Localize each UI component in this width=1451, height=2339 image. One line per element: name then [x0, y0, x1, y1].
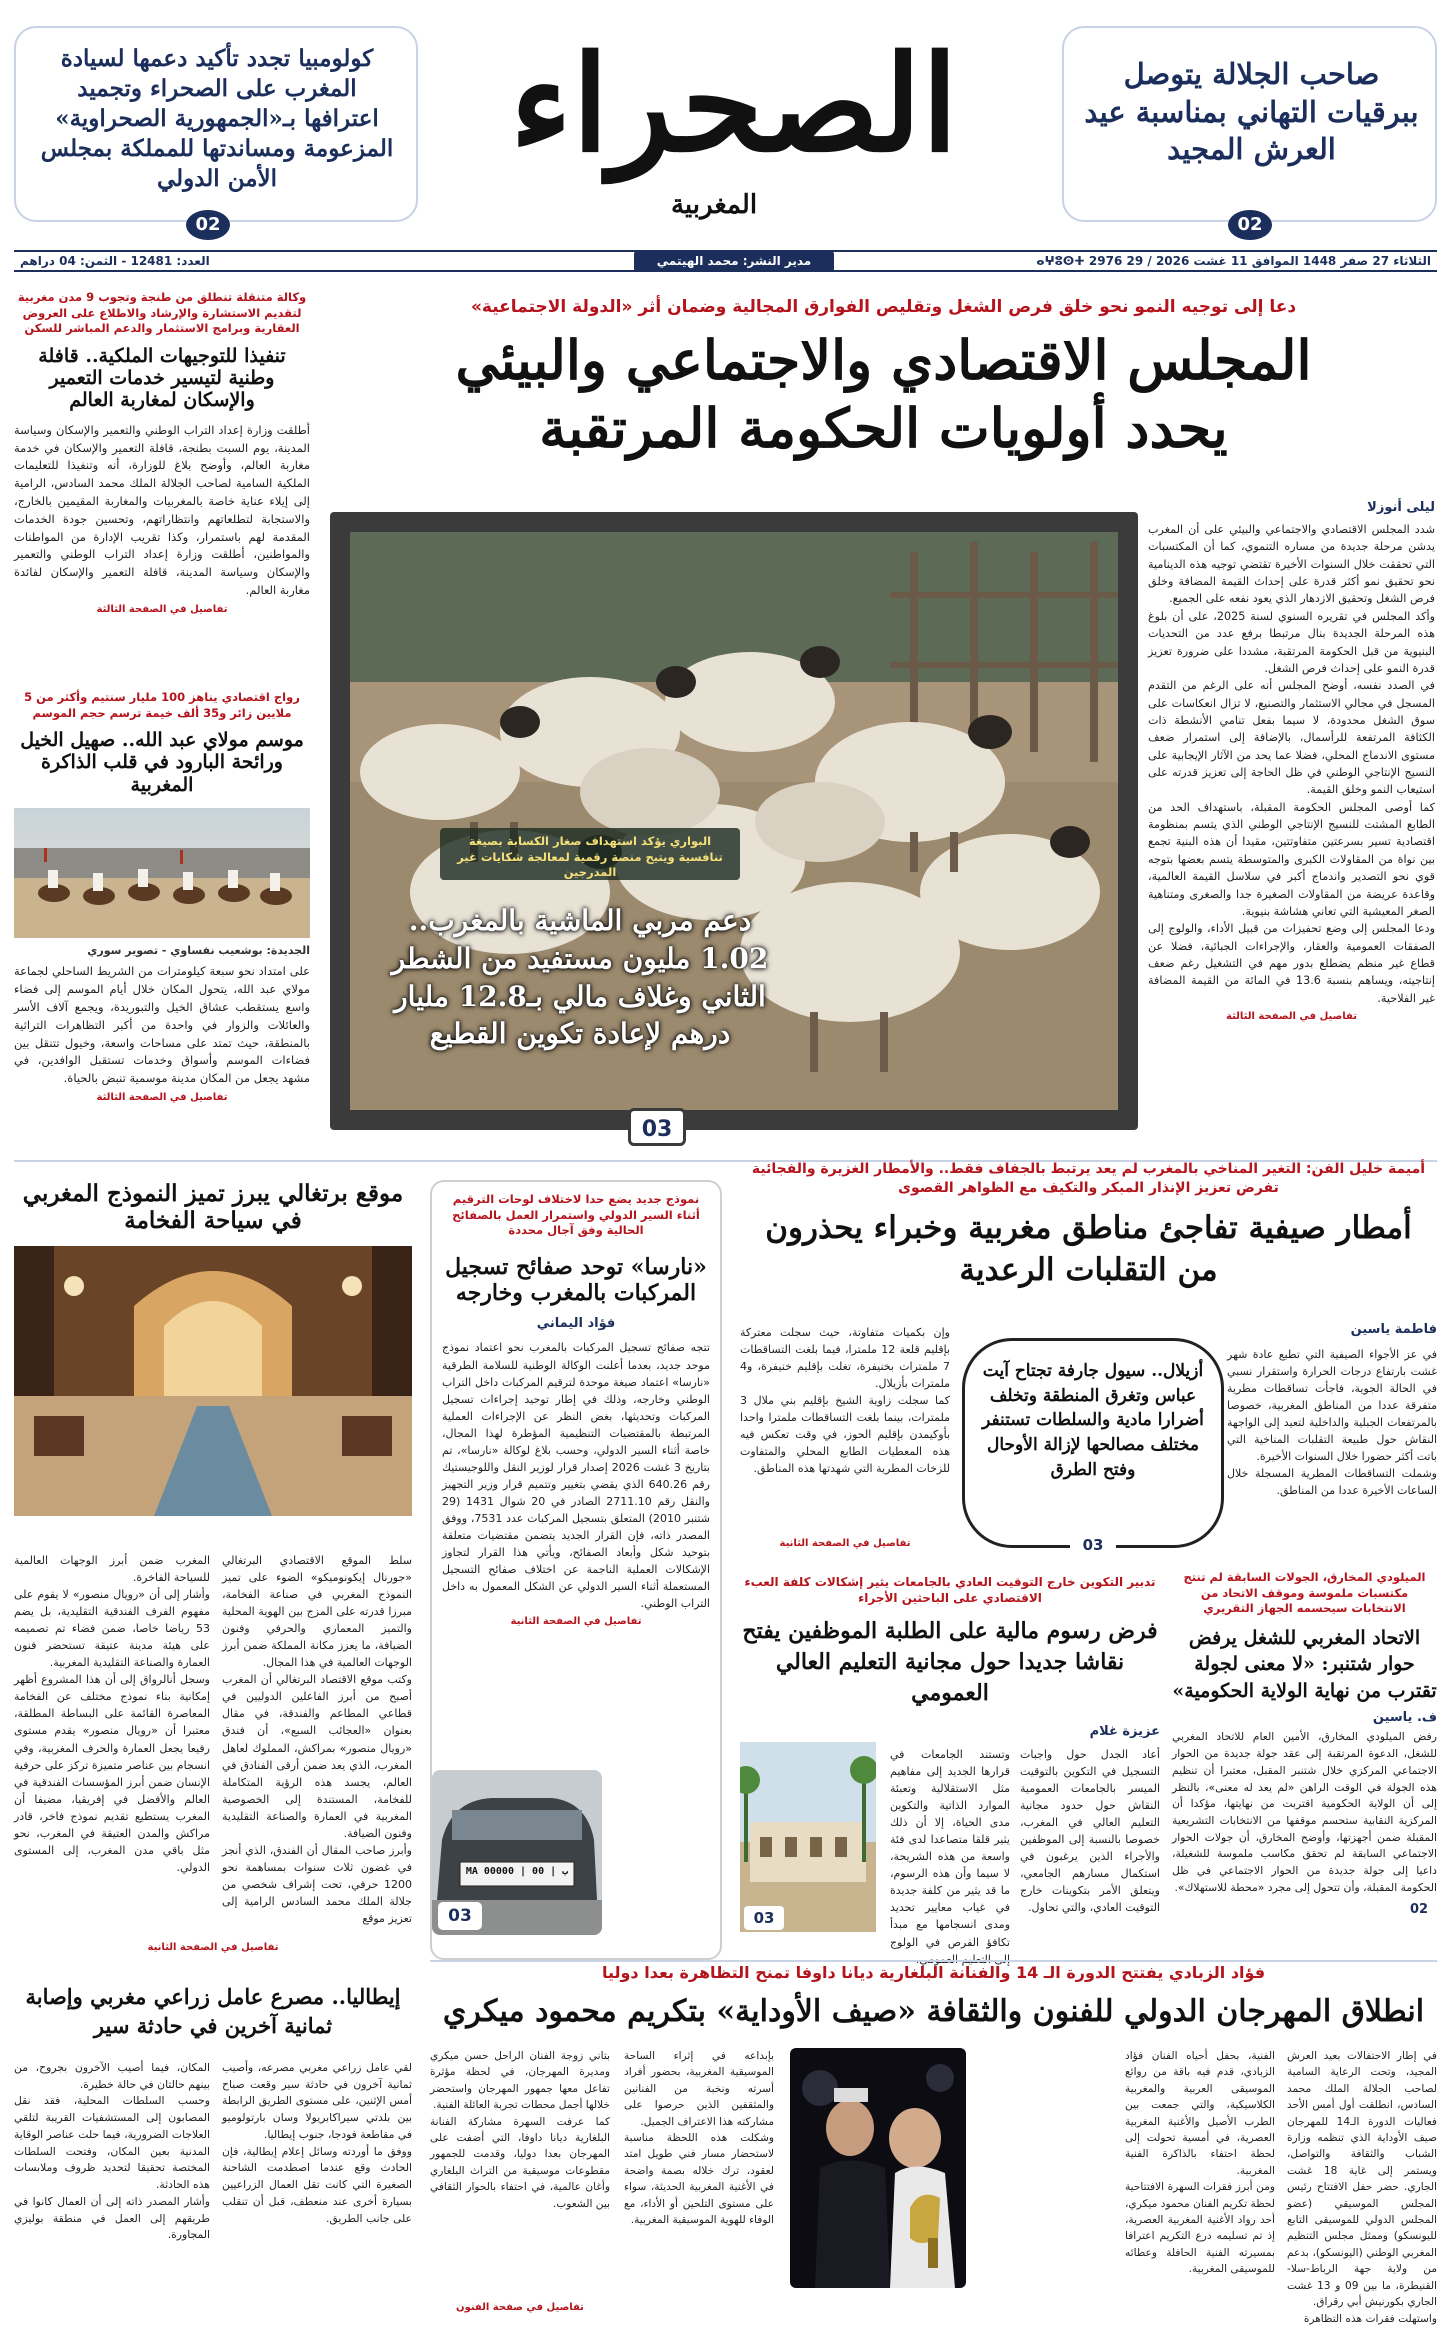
moussem-more-link[interactable]: تفاصيل في الصفحة الثالثة: [96, 1091, 228, 1103]
royal-caravan-article[interactable]: [14, 290, 310, 690]
narsa-headline: «نارسا» توحد صفائح تسجيل المركبات بالمغرب وخارجه: [445, 1253, 707, 1306]
royal-caravan-kicker: وكالة متنقلة تنطلق من طنجة وتجوب 9 مدن مغربية لتقديم الاستشارة والإرشاد والاطلاع على العروض العقارية وبرامج الاستثمار والدعم المباشر للسكن: [17, 290, 307, 336]
newspaper-logo[interactable]: [444, 26, 1024, 222]
rain-headline: أمطار صيفية تفاجئ مناطق مغربية وخبراء يحذرون من التقلبات الرعدية: [765, 1209, 1412, 1288]
royal-mansour-photo: [14, 1246, 412, 1516]
sheep-headline: دعم مربي الماشية بالمغرب.. 1.02 مليون مستفيد من الشطر الثاني وغلاف مالي بـ12.8 مليار درهم لإعادة تكوين القطيع: [391, 904, 769, 1051]
lead-body: شدد المجلس الاقتصادي والاجتماعي والبيئي على أن المغرب يدشن مرحلة جديدة من مساره التنموي، كما أن المكتسبات التي تحققت خلال السنوات الأخيرة تقتضي توجيه هذه الدينامية نحو تحقيق نمو أكثر قدرة على إحداث القيمة المضافة وخلق فرص الشغل وتحقيق الازدهار الذي يعود نفعه على الجميع. وأكد المجلس في تقريره السنوي لسنة 2025، على أن بلوغ هذه المرحلة الجديدة بنال مرتبطا برفع عدد من التحديات البنيوية من قبل الحكومة المرتقبة، مشددا على ضرورة تعزيز قدرة النمو على إحداث فرص الشغل. في الصدد نفسه، أوضح المجلس أنه على الرغم من التقدم المسجل في مجالي الاستثمار والتصنيع، لا تزال انعكاسات على سوق الشغل محدودة، لا سيما بفعل تنامي الأنشطة ذات الكثافة المرتفعة للرأسمال، بالإضافة إلى استمرار ضعف مستوى الاندماج المحلي، فضلا عما يحد من الآثار الإيجابية على النسيج الإنتاجي الوطني في ظل الحاجة إلى تعزيز قدرته على استيعاب النمو وخلق القيمة. كما أوصى المجلس الحكومة المقبلة، باستهداف الحد من الطابع المشتت للنسيج الإنتاجي الوطني الذي يتسم بمنظومة اقتصادية تسير بسرعتين متفاوتتين، مقيدا أن هذه البنية تجمع بين نواة من المقاولات الكبرى والمتوسطة يتسم بعضها بتوجه قوي نحو التصدير واندماج أكبر في سلاسل القيمة العالمية، وقاعدة عريضة من المقاولات الصغيرة جدا والصغرى ومتناهية الصغر المعيشية التي تعاني هشاشة بنيوية. ودعا المجلس إلى وضع تحفيزات من قبيل الأداء، والولوج إلى الصفقات العمومية والعقار، والإجراءات الجبائية، فضلا عن قطاع غير منظم يضطلع بدور مهم في التشغيل رغم ضعف إنتاجيته، ويساهم بنسبة 13.6 في المائة من القيمة المضافة غير الفلاحية.: [1148, 523, 1436, 1005]
azilal-headline: أزيلال.. سيول جارفة تجتاح آيت عباس وتغرق المنطقة وتخلف أضرارا مادية والسلطات تستنفر مختلف مصالحها لإزالة الأوحال وفتح الطرق: [982, 1361, 1204, 1480]
royal-caravan-body: أطلقت وزارة إعداد التراب الوطني والتعمير والإسكان وسياسة المدينة، يوم السبت بطنجة، قافلة التعمير والإسكان في خدمة مغاربة العالم، وأوضح بلاغ للوزارة، أنه وتنفيذا للتعليمات الملكية السامية لصاحب الجلالة الملك محمد السادس، الرامية إلى إيلاء عناية خاصة بالمغربيات والمغاربة المقيمين بالخارج، والاستجابة لتطلعاتهم وانتظاراتهم، وتحسين جودة الخدمات المقدمة لهم باستمرار، وكذا تقريب الإدارة من المواطنات والمواطنين، أطلقت وزارة إعداد التراب الوطني والتعمير والإسكان وسياسة المدينة، قافلة التعمير والإسكان لفائدة مغاربة العالم.: [14, 422, 310, 598]
lead-more-link[interactable]: تفاصيل في الصفحة الثالثة: [1226, 1011, 1357, 1023]
fees-byline: عزيزة غلام: [1089, 1724, 1160, 1739]
unionist-headline: الاتحاد المغربي للشغل يرفض حوار شتنبر: «لا معنى لجولة تقترب من نهاية الولاية الحكومية»: [1172, 1626, 1437, 1702]
moussem-byline: الجديدة: بوشعيب نفساوي - تصوير سوري: [87, 944, 310, 958]
rain-body-left: وإن بكميات متفاوتة، حيث سجلت معتركة بإقليم قلعة 12 ملمترا، فيما بلغت التساقطات 7 ملمترات بخنيفرة، تغلت بإقليم خنيفرة، و4 ملمترات بأزيلال. كما سجلت زاوية الشيخ بإقليم بني ملال 3 ملمترات، بينما بلغت التساقطات ملمترا واحدا بأوكيمدن بإقليم الحوز، في وقت تعكس فيه هذه المعطيات الطابع المحلي والمتفاوت للزخات المطرية التي شهدتها هذه المناطق.: [740, 1326, 950, 1476]
festival-col1: في إطار الاحتفالات بعيد العرش المجيد، وتحت الرعاية السامية لصاحب الجلالة الملك محمد السادس، انطلقت أول أمس الأحد فعاليات الدورة الـ14 للمهرجان صيف الأوداية الذي تنظمه وزارة الشباب والثقافة والتواصل، ويستمر إلى غاية 18 غشت الجاري. حضر حفل الافتتاح رئيس المجلس الموسيقي (عضو المجلس الدولي للموسيقى التابع لليونسكو) وممثل مجلس التنظيم المغربي الوطني (اليونسكو)، بدعم من ولاية جهة الرباط-سلا-القنيطرة، ما بين 09 و 13 غشت الجاري بكورنيش أبي رقراق. واستهلت فقرات هذه التظاهرة: [1287, 2050, 1437, 2325]
moussem-photo: [14, 808, 310, 938]
portugal-more-link[interactable]: تفاصيل في الصفحة الثانية: [147, 1942, 279, 1953]
rain-more-link[interactable]: تفاصيل في الصفحة الثانية: [779, 1538, 911, 1549]
moussem-body: على امتداد نحو سبعة كيلومترات من الشريط الساحلي لجماعة مولاي عبد الله، يتحول المكان خلال أيام الموسم إلى فضاء واسع يستقطب عشاق الخيل والتبوريدة، ويجمع آلاف الأسر والعائلات والزوار في واحدة من أكبر التظاهرات التراثية بالمنطقة، حيث تمتد على مساحات واسعة، وخيول تتنقل بين فضاءات الموسم وأسواق وخدمات تستقبل الوافدين، في مشهد يجعل من المكان مدينة موسمية تنبض بالحياة.: [14, 964, 310, 1086]
festival-headline: انطلاق المهرجان الدولي للفنون والثقافة «صيف الأوداية» بتكريم محمود ميكري: [442, 1993, 1425, 2029]
fees-body-right: أعاد الجدل حول واجبات التسجيل في التكوين بالتوقيت الميسر بالجامعات العمومية النقاش حول حدود مجانية التعليم العالي في المغرب، خصوصا بالنسبة إلى الموظفين والأجراء الذين يرغبون في استكمال مسارهم الجامعي، ويتعلق الأمر بتكوينات خارج التوقيت العادي، والتي تحاول.: [1020, 1748, 1160, 1915]
portugal-body-right: سلط الموقع الاقتصادي البرتغالي «جورنال إيكونوميكو» الضوء على تميز النموذج المغربي في صناعة الفخامة، مبرزا قدرته على المزج بين الهوية المحلية والتميز المعماري والحرفي وفنون الضيافة، ما يعزز مكانة المملكة ضمن أبرز الوجهات العالمية في هذا المجال. وكتب موقع الاقتصاد البرتغالي أن المغرب أصبح من أبرز الفاعلين الدوليين في قطاعي المطاعم والفندقة، في مقال بعنوان «العجائب السبع»، أن فندق «رويال منصور» بمراكش، المملوك لعاهل المغرب، الذي يعد ضمن أرقى الفنادق في العالم، يجسد هذه الرؤية المتكاملة للفخامة، المستندة إلى الخصوصية المغربية في العمارة والصناعة التقليدية وفنون الضيافة. وأبرز صاحب المقال أن الفندق، الذي أنجز في غضون ثلاث سنوات بمساهمة نحو 1200 حرفي، تحت إشراف شخصي من جلالة الملك محمد السادس الرامية إلى تعزيز موقع: [222, 1554, 412, 1925]
festival-more-link[interactable]: تفاصيل في صفحة الفنون: [456, 2302, 584, 2313]
portugal-article[interactable]: [14, 1180, 412, 1960]
lead-headline-line1: المجلس الاقتصادي والاجتماعي والبيئي: [455, 327, 1312, 392]
festival-photo: [790, 2048, 966, 2288]
narsa-more-link[interactable]: تفاصيل في الصفحة الثانية: [510, 1616, 642, 1628]
italy-col-left: المكان، فيما أصيب الآخرون بجروح، من بينهم حالتان في حالة خطيرة. وحسب السلطات المحلية، فقد نقل المصابون إلى المستشفيات القريبة لتلقي العلاجات الضرورية، فيما حلت عناصر الوقاية المدنية بعين المكان، وفتحت السلطات المختصة تحقيقا لتحديد ظروف وملابسات هذه الحادثة. وأشار المصدر ذاته إلى أن العمال كانوا في طريقهم إلى العمل في منطقة بوليزي المجاورة.: [14, 2061, 210, 2242]
rain-kicker: أميمة خليل الفن: التغير المناخي بالمغرب لم يعد يرتبط بالجفاف فقط.. والأمطار الغزيرة والفجائية تفرض تعزيز الإنذار المبكر والتكيف مع الظواهر القصوى: [751, 1161, 1426, 1196]
fees-headline: فرض رسوم مالية على الطلبة الموظفين يفتح نقاشا جديدا حول مجانية التعليم العالي العمومي: [742, 1618, 1158, 1706]
car-plate-photo: [432, 1770, 602, 1935]
lead-kicker: دعا إلى توجيه النمو نحو خلق فرص الشغل وتقليص الفوارق المجالية وضمان أثر «الدولة الاجتماعية»: [470, 297, 1297, 317]
sheep-story[interactable]: [330, 512, 1138, 1142]
fees-body-left: وتستند الجامعات في قرارها الجديد إلى مفاهيم مثل الاستقلالية وتعبئة الموارد الذاتية والتكوين مدى الحياة، إلا أن ذلك يثير قلقا متصاعدا لدى فئة واسعة من هذه الشريحة، لا سيما وأن هذه الرسوم، ما قد يثير من كلفة جديدة في غياب معايير تحديد ومدى انسجامها مع مبدأ تكافؤ الفرص في الولوج: [890, 1748, 1010, 1949]
date-strip: [14, 250, 1437, 272]
festival-col3: بإبداعه في إثراء الساحة الموسيقية المغربية، بحضور أفراد أسرته ونخبة من الفنانين والمثقفين الذين حرصوا على مشاركته هذا الاعتراف الجميل. وشكلت هذه اللحظة مناسبة لاستحضار مسار فني طويل امتد لعقود، ترك خلاله بصمة واضحة في الأغنية المغربية الحديثة، سواء على مستوى التلحين أو الأداء، مع الوفاء للهوية الموسيقية المغربية.: [624, 2050, 774, 2227]
university-photo: [740, 1742, 876, 1932]
moussem-headline: موسم مولاي عبد الله.. صهيل الخيل ورائحة البارود في قلب الذاكرة المغربية: [20, 729, 304, 796]
royal-caravan-headline: تنفيذا للتوجيهات الملكية.. قافلة وطنية لتيسير خدمات التعمير والإسكان لمغاربة العالم: [38, 344, 286, 412]
lead-body-column: [1148, 500, 1435, 1150]
italy-article[interactable]: [14, 1982, 412, 2322]
issue-line: العدد: 12481 - الثمن: 04 دراهم: [20, 254, 210, 268]
fees-kicker: تدبير التكوين خارج التوقيت العادي بالجامعات يثير إشكالات كلفة العبء الاقتصادي على الباحثين الأجراء: [744, 1575, 1156, 1606]
unionist-body: رفض الميلودي المخارق، الأمين العام للاتحاد المغربي للشغل، الدعوة المرتقبة إلى عقد جولة جديدة من الحوار الاجتماعي المركزي خلال شتنبر المقبل، معتبرا أن تنظيم هذه الجولة في الوقت الراهن «لم يعد له معنى»، بالنظر إلى أن الولاية الحكومية اقتربت من نهايتها، مؤكدا أن المركزية النقابية ستحسم موقفها من الانتخابات التشريعية المقبلة ضمن أجهزتها، وأوضح المخارق، أن جولات الحوار الاجتماعي السابقة لم تحقق مكاسب ملموسة للشغيلة، داعيا إلى جولة جديدة من الحوار الاجتماعي في ظل الحكومة المقبلة، وأن تتحول إلى مجرد «محطة للاستهلاك».: [1172, 1730, 1437, 1894]
rain-byline: فاطمة ياسين: [1350, 1322, 1437, 1337]
festival-article[interactable]: [430, 1962, 1437, 2325]
sheep-kicker: البواري يؤكد استهداف صغار الكسابة بصيغة تنافسية ويتيح منصة رقمية لمعالجة شكايات غير المدرجين: [457, 834, 723, 880]
unionist-article[interactable]: [1172, 1570, 1437, 1950]
masthead-left-teaser[interactable]: [14, 26, 418, 235]
car-plate-text: MA 00000 | ب | 00: [465, 1866, 569, 1877]
right-teaser-page-badge: 02: [1228, 210, 1272, 240]
festival-kicker: فؤاد الزبادي يفتتح الدورة الـ 14 والفنانة البلغارية ديانا داوفا تمنح التظاهرة بعدا دوليا: [601, 1963, 1266, 1982]
narsa-page-badge: 03: [438, 1902, 482, 1930]
portugal-body-left: المغرب ضمن أبرز الوجهات العالمية للسياحة الفاخرة. وأشار إلى أن «رويال منصور» لا يقوم على مفهوم الفرف الفندقية التقليدية، بل يضم 53 رياضا خاصا، ضمن فضاء تم تصميمه على هيئة مدينة عتيقة تستحضر فنون العمارة والصناعة التقليدية المغربية. وسجل أنالرواق إلى أن هذا المشروع أظهر إمكانية بناء نموذج مختلف عن الفخامة المعاصرة القائمة على البساطة المطلقة، معتبرا أن «رويال منصور» يقدم مستوى رفيعا يجعل العمارة والحرف المغربية، وفي انسجام بين عناصر متميزة تركز على حرفية الإنسان ضمن أبرز المؤسسات الفندقية في العالم والأفضل في إفريقيا، مضيفا أن المغرب يستطيع تقديم نموذج فاخر، قادر مراكش والمدن العتيقة في المغرب، نحو مثل باقي مدن المغرب، إلى المستوى الدولي.: [14, 1554, 210, 1874]
lead-byline: ليلى أنوزلا: [1367, 500, 1435, 515]
narsa-byline: فؤاد اليماني: [536, 1316, 616, 1332]
right-teaser-headline: صاحب الجلالة يتوصل ببرقيات التهاني بمناسبة عيد العرش المجيد: [1084, 57, 1419, 167]
unionist-page-badge: 02: [1401, 1899, 1437, 1921]
director-label: مدير النشر: محمد الهيتمي: [634, 251, 834, 272]
sheep-overlay-kicker-box: [440, 828, 740, 880]
fees-article[interactable]: [740, 1574, 1160, 1954]
azilal-page-badge: 03: [1070, 1533, 1116, 1557]
masthead-right-teaser[interactable]: [1062, 26, 1437, 235]
azilal-teaser[interactable]: [962, 1338, 1224, 1554]
festival-col4: بتاني زوجة الفنان الراحل حسن ميكري ومديرة المهرجان، في لحظة مؤثرة تفاعل معها جمهور المهرجان واستحضر خلالها أجمل محطات تجربة العائلة الفنية. كما عرفت السهرة مشاركة الفنانة البلغارية ديانا داوفا، التي أضفت على المهرجان بعدا دوليا، وقدمت للجمهور مقطوعات موسيقية من التراث البلغاري وأغان عالمية، في احتفاء بالحوار الثقافي بين الشعوب.: [430, 2050, 610, 2210]
italy-col-right: لقي عامل زراعي مغربي مصرعه، وأصيب ثمانية آخرون في حادثة سير وقعت صباح أمس الإثنين، على مستوى الطريق الرابطة بين بلدتي سيراكابريولا وسان بارتولوميو في مقاطعة فودجا، جنوب إيطاليا. ووفق ما أوردته وسائل إعلام إيطالية، فإن الحادث وقع عندما اصطدمت الشاحنة الصغيرة التي كانت تقل العمال الزراعيين بسيارة أخرى عند منعطف، قبل أن تنقلب على جانب الطريق.: [222, 2061, 412, 2225]
left-teaser-headline: كولومبيا تجدد تأكيد دعمها لسيادة المغرب على الصحراء وتجميد اعترافها بـ«الجمهورية الصحراوية» المزعومة ومساندتها للمملكة بمجلس الأمن الدولي: [40, 45, 394, 192]
fees-page-badge: 03: [744, 1906, 784, 1930]
lead-headline-line2: يحدد أولويات الحكومة المرتقبة: [539, 395, 1228, 460]
moussem-kicker: رواج اقتصادي يناهز 100 مليار سنتيم وأكثر من 5 ملايين زائر و35 ألف خيمة ترسم حجم الموسم: [24, 690, 300, 720]
narsa-kicker: نموذج جديد يضع حدا لاختلاف لوحات الترقيم أثناء السير الدولي واستمرار العمل بالصفائح الحالية وفق آجال محددة: [452, 1192, 700, 1238]
logo-main: الصحراء: [509, 27, 959, 182]
royal-caravan-more-link[interactable]: تفاصيل في الصفحة الثالثة: [96, 603, 228, 615]
narsa-body: تتجه صفائح تسجيل المركبات بالمغرب نحو اعتماد نموذج موحد جديد، بعدما أعلنت الوكالة الوطنية للسلامة الطرقية «نارسا» اعتماد صيغة موحدة لترقيم المركبات داخل التراب الوطني وخارجه، وذلك في إطار توحيد إجراءات تسجيل المركبات وتحديثها، بغض النظر عن الإجراءات العملية المرتبطة بالمقتضيات التنظيمية المؤطرة لهذا المجال، خاصة أثناء السير الدولي، وحسب بلاغ لوكالة «نارسا»، تم بتاريخ 3 غشت 2026 إصدار قرار لوزير النقل واللوجيستيك رقم 640.26 الذي يقضي بتغيير وتتميم قرار وزير التجهيز والنقل رقم 2711.10 الصادر في 20 شوال 1431 (29 شتنبر 2010) المتعلق بتسجيل المركبات عدد 7531، ووفق المصدر ذاته، فإن القرار الجديد يتضمن مقتضيات متعلقة بتوحيد شكل وأبعاد الصفائح، ويأتي هذا القرار لتجاوز الإشكالات العملية الناجمة عن اختلاف صفائح التسجيل المستعملة أثناء السير الدولي عن الشكل المعمول به داخل التراب الوطني.: [442, 1341, 710, 1611]
moussem-article[interactable]: [14, 690, 310, 1150]
masthead: [14, 26, 1437, 268]
italy-headline: إيطاليا.. مصرع عامل زراعي مغربي وإصابة ثمانية آخرين في حادثة سير: [25, 1984, 401, 2039]
rain-body-right: في عز الأجواء الصيفية التي تطبع عادة شهر غشت بارتفاع درجات الحرارة واستقرار نسبي في الحالة الجوية، فاجأت تساقطات مطرية متفرقة عددا من المناطق المغربية، خصوصا بالمرتفعات الجبلية والداخلية لتعيد إلى الواجهة النقاش حول طبيعة التقلبات المناخية التي باتت أكثر حضورا خلال السنوات الأخيرة. وشملت التساقطات المطرية المسجلة خلال الساعات الأخيرة عددا من المناطق.: [1227, 1348, 1437, 1498]
left-teaser-page-badge: 02: [186, 210, 230, 240]
sheep-page-badge: 03: [628, 1108, 686, 1146]
portugal-headline: موقع برتغالي يبرز تميز النموذج المغربي في سياحة الفخامة: [22, 1180, 404, 1235]
festival-col2: الفنية، بحفل أحياه الفنان فؤاد الزبادي، قدم فيه باقة من روائع الموسيقى العربية والمغربية الكلاسيكية، والتي جمعت بين الطرب الأصيل والأغنية المغربية العصرية، في أمسية تحولت إلى لحظة احتفاء بالذاكرة الفنية المغربية. ومن أبرز فقرات السهرة الافتتاحية لحظة تكريم الفنان محمود ميكري، أحد رواد الأغنية المغربية العصرية، إذ تم تسليمه درع التكريم اعترافا بمسيرته الفنية الحافلة وعطائه للموسيقى المغربية.: [1125, 2050, 1275, 2276]
unionist-byline: ف. ياسين: [1372, 1710, 1437, 1726]
date-line: الثلاثاء 27 صفر 1448 الموافق 11 غشت 2026 / 29 ⴰⵖⵓⵙⵜ 2976: [1036, 254, 1431, 268]
logo-sub: المغربية: [670, 190, 758, 220]
unionist-kicker: الميلودي المخارق، الجولات السابقة لم تنتج مكتسبات ملموسة وموقف الاتحاد من الانتخابات سيحسمه الجهاز التقريري: [1183, 1570, 1426, 1616]
